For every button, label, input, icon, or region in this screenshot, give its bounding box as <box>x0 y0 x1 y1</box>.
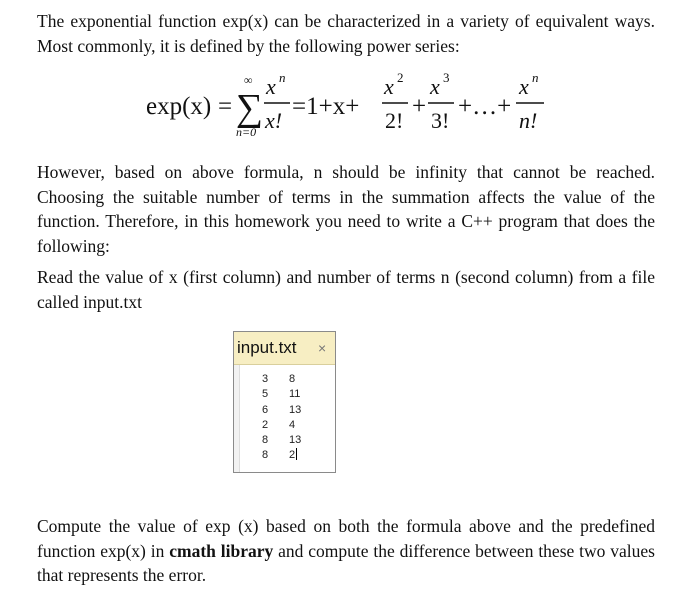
termn-numerator: x <box>519 74 529 99</box>
file-x-value: 8 <box>262 449 269 462</box>
term2-denominator: 2! <box>385 108 404 133</box>
formula-svg <box>0 70 700 150</box>
compute-text-after: and compute the difference between these two values that represents the error. <box>37 540 655 585</box>
compute-text-before: Compute the value of exp (x) based on both the formula above and the predefined function exp(x) in <box>37 516 655 561</box>
sum-lower-limit: n=0 <box>236 125 257 139</box>
file-x-value: 2 <box>262 418 269 431</box>
file-line <box>262 372 301 387</box>
file-x-value: 3 <box>262 373 269 385</box>
compute-paragraph <box>37 514 655 588</box>
file-line <box>262 418 301 433</box>
term3-exponent: 3 <box>443 70 450 85</box>
file-n-value: 13 <box>289 434 302 447</box>
input-instruction-paragraph: Read the value of x (first column) and number of terms n (second column) from a file called input.txt <box>37 267 655 312</box>
term2-numerator: x <box>384 74 394 99</box>
file-x-value: 8 <box>262 434 269 447</box>
term3-denominator: 3! <box>431 108 450 133</box>
cmath-library-text: cmath library <box>169 540 274 561</box>
formula-equals: = <box>218 93 233 120</box>
file-x-value: 6 <box>262 403 269 416</box>
close-icon[interactable]: × <box>318 340 327 356</box>
intro-paragraph: The exponential function exp(x) can be characterized in a variety of equivalent ways. Most commonly, it is defined by the following power series: <box>37 11 655 56</box>
file-x-value: 5 <box>262 388 269 401</box>
plus-sign-1: + <box>412 93 427 120</box>
file-line <box>262 433 301 448</box>
formula-lhs: exp(x) <box>146 93 212 120</box>
input-file-window <box>233 331 336 473</box>
term3-numerator: x <box>430 74 440 99</box>
file-content[interactable] <box>262 372 301 464</box>
file-line <box>262 387 301 402</box>
file-n-value: 4 <box>289 418 296 431</box>
file-n-value: 13 <box>289 403 302 416</box>
sum-term-numerator: x <box>266 74 276 99</box>
sum-term-numerator-exp: n <box>279 70 286 85</box>
sum-upper-limit: ∞ <box>244 73 253 87</box>
term2-exponent: 2 <box>397 70 404 85</box>
text-cursor <box>296 448 297 460</box>
explanation-paragraph: However, based on above formula, n should be infinity that cannot be reached. Choosing the suitable number of terms in the summation affects the value of the function. Therefore, in this homework you need to write a C++ program that does the following: <box>37 162 655 256</box>
file-n-value: 8 <box>289 373 296 385</box>
file-line <box>262 448 301 463</box>
termn-exponent: n <box>532 70 539 85</box>
file-tab[interactable] <box>234 332 335 365</box>
formula-ellipsis: +…+ <box>458 93 512 120</box>
file-n-value: 11 <box>289 388 301 401</box>
file-line <box>262 403 301 418</box>
sum-term-denominator: x! <box>265 108 283 133</box>
formula-rhs-start: =1+x+ <box>292 93 360 120</box>
file-n-value: 2 <box>289 449 296 462</box>
power-series-formula <box>0 70 700 150</box>
editor-gutter <box>234 365 240 472</box>
sigma-symbol: ∑ <box>236 87 264 129</box>
termn-denominator: n! <box>519 108 538 133</box>
file-tab-label: input.txt <box>237 338 297 357</box>
